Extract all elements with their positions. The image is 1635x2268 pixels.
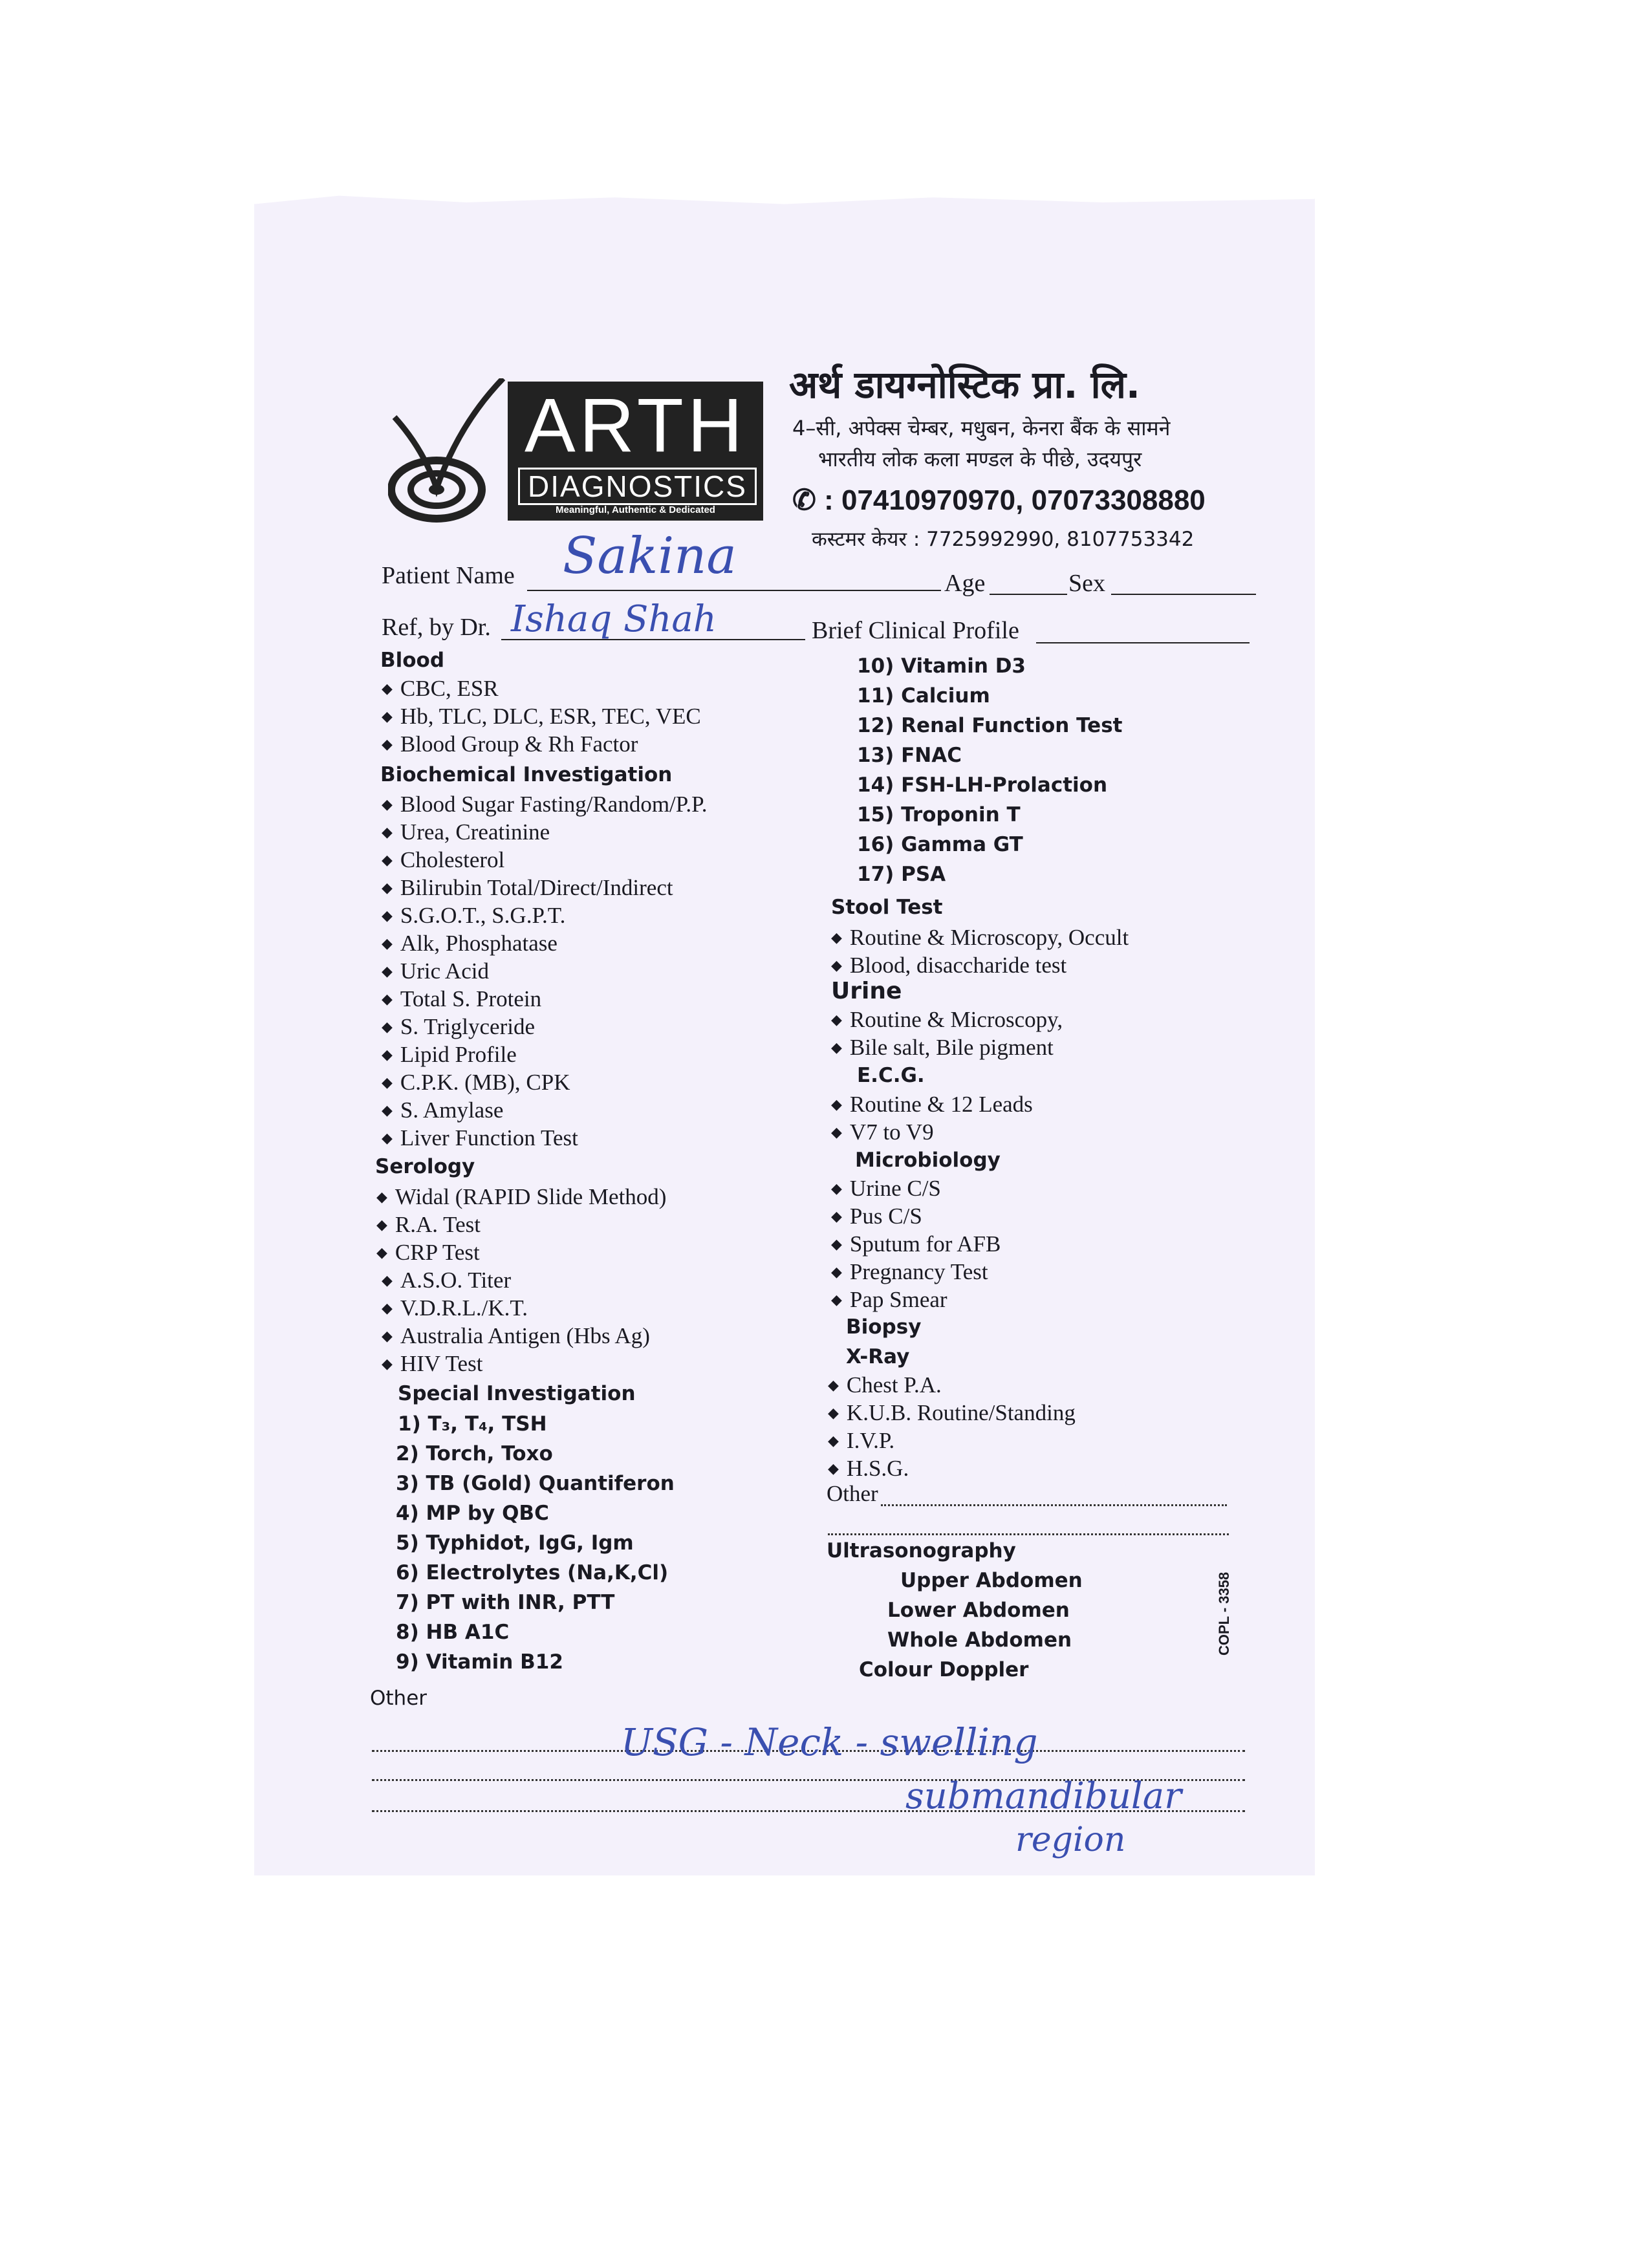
- list-item: ◆ S.G.O.T., S.G.P.T.: [382, 903, 566, 928]
- list-item: 2) Torch, Toxo: [396, 1442, 553, 1465]
- list-item: 11) Calcium: [857, 684, 990, 707]
- address-line-1: 4–सी, अपेक्स चेम्बर, मधुबन, केनरा बैंक के सामने: [792, 416, 1171, 440]
- list-item: 12) Renal Function Test: [857, 714, 1123, 737]
- list-item: 8) HB A1C: [396, 1621, 510, 1644]
- customer-care: कस्टमर केयर : 7725992990, 8107753342: [812, 528, 1195, 551]
- patient-name-label: Patient Name: [382, 562, 515, 589]
- list-item: ◆ K.U.B. Routine/Standing: [828, 1400, 1076, 1425]
- patient-name-value: Sakina: [563, 527, 737, 585]
- section-ecg: E.C.G.: [857, 1064, 925, 1087]
- sex-line: [1111, 594, 1256, 595]
- other-label: Other: [370, 1687, 428, 1710]
- list-item: Colour Doppler: [859, 1658, 1029, 1681]
- list-item: 10) Vitamin D3: [857, 654, 1026, 678]
- list-item: ◆ Pus C/S: [831, 1204, 922, 1229]
- list-item: ◆ Pap Smear: [831, 1287, 947, 1312]
- clinical-profile-label: Brief Clinical Profile: [812, 617, 1019, 644]
- list-item: ◆ Urine C/S: [831, 1176, 941, 1201]
- clinical-profile-line: [1036, 642, 1250, 643]
- section-urine: Urine: [831, 978, 902, 1004]
- list-item: ◆ S. Triglyceride: [382, 1014, 535, 1039]
- list-item: ◆ Routine & Microscopy,: [831, 1007, 1063, 1032]
- ref-doctor-label: Ref, by Dr.: [382, 614, 491, 641]
- handwritten-note: USG - Neck - swelling: [621, 1720, 1038, 1764]
- list-item: ◆ CRP Test: [376, 1240, 480, 1265]
- logo-target-check-icon: [388, 378, 511, 527]
- list-item: ◆ Bilirubin Total/Direct/Indirect: [382, 875, 673, 900]
- list-item: Upper Abdomen: [900, 1569, 1083, 1592]
- patient-name-line: [527, 590, 941, 591]
- logo-sub: DIAGNOSTICS: [518, 468, 757, 505]
- list-item: ◆ Chest P.A.: [828, 1372, 942, 1398]
- list-item: ◆ Uric Acid: [382, 958, 489, 984]
- section-microbiology: Microbiology: [855, 1149, 1001, 1172]
- list-item: 1) T₃, T₄, TSH: [398, 1412, 547, 1436]
- list-item: ◆ H.S.G.: [828, 1456, 909, 1481]
- list-item: ◆ Alk, Phosphatase: [382, 931, 558, 956]
- list-item: ◆ Blood, disaccharide test: [831, 953, 1067, 978]
- list-item: ◆ Australia Antigen (Hbs Ag): [382, 1323, 650, 1348]
- list-item: 5) Typhidot, IgG, Igm: [396, 1531, 634, 1555]
- list-item: 4) MP by QBC: [396, 1502, 549, 1525]
- list-item: Whole Abdomen: [887, 1628, 1072, 1652]
- list-item: 16) Gamma GT: [857, 833, 1023, 856]
- list-item: ◆ Pregnancy Test: [831, 1259, 988, 1284]
- right-other-label: Other: [827, 1481, 878, 1506]
- handwritten-note: submandibular: [905, 1775, 1182, 1817]
- list-item: ◆ Total S. Protein: [382, 986, 542, 1011]
- logo: [508, 382, 763, 521]
- section-biopsy: Biopsy: [846, 1315, 922, 1339]
- list-item: 14) FSH-LH-Prolaction: [857, 773, 1108, 797]
- age-line: [990, 594, 1067, 595]
- list-item: ◆ HIV Test: [382, 1351, 483, 1376]
- section-special: Special Investigation: [398, 1382, 636, 1405]
- hindi-company-name: अर्थ डायग्नोस्टिक प्रा. लि.: [789, 363, 1140, 407]
- list-item: ◆ Routine & Microscopy, Occult: [831, 925, 1129, 950]
- section-xray: X-Ray: [846, 1345, 910, 1368]
- list-item: ◆ R.A. Test: [376, 1212, 481, 1237]
- section-blood: Blood: [380, 649, 445, 672]
- address-line-2: भारतीय लोक कला मण्डल के पीछे, उदयपुर: [818, 447, 1142, 471]
- list-item: ◆ S. Amylase: [382, 1097, 504, 1123]
- list-item: ◆ V7 to V9: [831, 1119, 934, 1145]
- list-item: ◆ Urea, Creatinine: [382, 819, 550, 845]
- list-item: ◆ A.S.O. Titer: [382, 1268, 512, 1293]
- list-item: ◆ Bile salt, Bile pigment: [831, 1035, 1054, 1060]
- ref-doctor-value: Ishaq Shah: [511, 598, 717, 640]
- list-item: ◆ Lipid Profile: [382, 1042, 517, 1067]
- age-label: Age: [944, 570, 986, 597]
- section-biochemical: Biochemical Investigation: [380, 763, 673, 786]
- section-stool: Stool Test: [831, 896, 943, 919]
- print-code: COPL - 3358: [1216, 1571, 1232, 1656]
- list-item: ◆ V.D.R.L./K.T.: [382, 1295, 528, 1321]
- list-item: 17) PSA: [857, 863, 946, 886]
- logo-tagline: Meaningful, Authentic & Dedicated: [556, 504, 715, 515]
- section-serology: Serology: [375, 1155, 475, 1178]
- list-item: 9) Vitamin B12: [396, 1650, 563, 1674]
- list-item: ◆ Widal (RAPID Slide Method): [376, 1184, 667, 1209]
- list-item: ◆ Routine & 12 Leads: [831, 1092, 1033, 1117]
- list-item: ◆ Blood Sugar Fasting/Random/P.P.: [382, 792, 708, 817]
- list-item: ◆ Sputum for AFB: [831, 1231, 1001, 1257]
- list-item: 3) TB (Gold) Quantiferon: [396, 1472, 675, 1495]
- list-item: ◆ Liver Function Test: [382, 1125, 578, 1150]
- list-item: ◆ Blood Group & Rh Factor: [382, 731, 638, 757]
- list-item: Lower Abdomen: [887, 1599, 1070, 1622]
- list-item: 6) Electrolytes (Na,K,Cl): [396, 1561, 669, 1584]
- section-ultrasonography: Ultrasonography: [827, 1539, 1016, 1562]
- list-item: ◆ Cholesterol: [382, 847, 505, 872]
- list-item: 13) FNAC: [857, 744, 962, 767]
- logo-word: ARTH: [524, 383, 747, 468]
- list-item: ◆ I.V.P.: [828, 1428, 895, 1453]
- list-item: ◆ CBC, ESR: [382, 676, 499, 701]
- right-other-line: [828, 1533, 1229, 1535]
- right-other-line: [881, 1504, 1227, 1506]
- handwritten-note: region: [1015, 1820, 1126, 1859]
- sex-label: Sex: [1068, 570, 1105, 597]
- list-item: 7) PT with INR, PTT: [396, 1591, 615, 1614]
- phone-numbers: ✆ : 07410970970, 07073308880: [792, 484, 1206, 516]
- list-item: ◆ C.P.K. (MB), CPK: [382, 1070, 570, 1095]
- list-item: 15) Troponin T: [857, 803, 1021, 826]
- list-item: ◆ Hb, TLC, DLC, ESR, TEC, VEC: [382, 704, 701, 729]
